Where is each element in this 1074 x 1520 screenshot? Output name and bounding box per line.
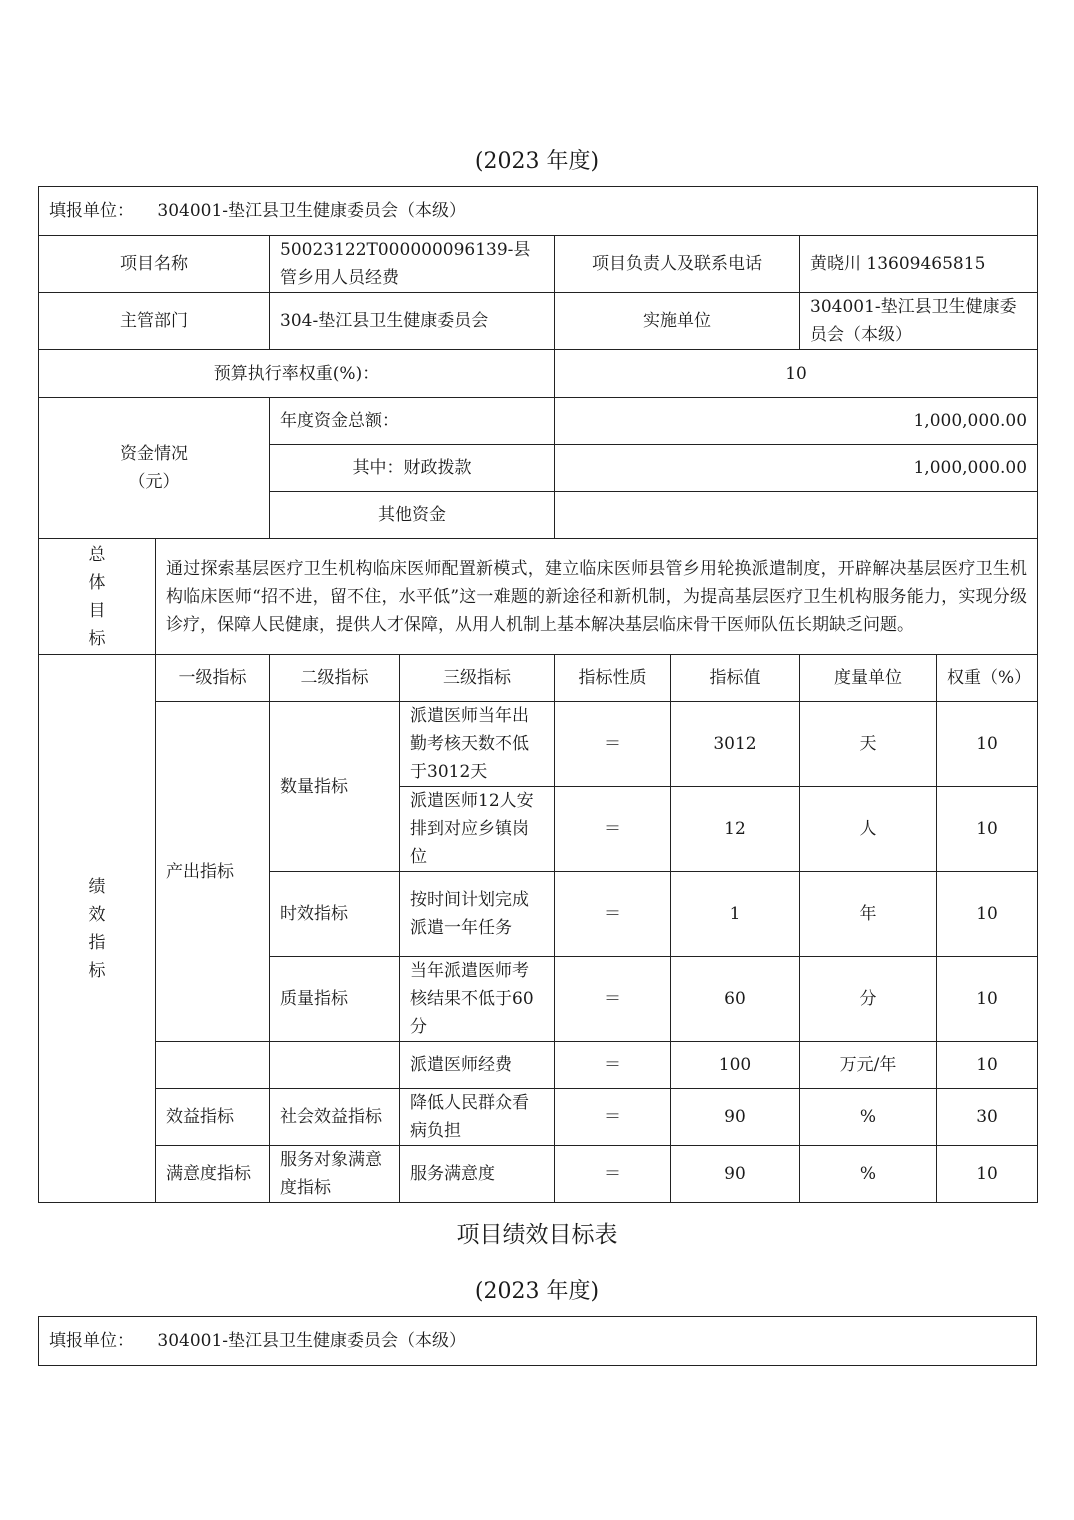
project-owner-value: 黄晓川 13609465815 <box>800 236 1038 293</box>
level1-benefit: 效益指标 <box>156 1089 270 1146</box>
goal-label-text: 总体目标 <box>88 544 106 649</box>
budget-weight-label: 预算执行率权重(%)： <box>39 350 555 398</box>
impl-label: 实施单位 <box>555 293 800 350</box>
indicator-value: 12 <box>671 787 800 872</box>
indicator-name: 派遣医师12人安排到对应乡镇岗位 <box>400 787 555 872</box>
indicator-weight: 10 <box>937 1146 1038 1203</box>
next-report-unit-cell <box>39 1317 1037 1366</box>
dept-row <box>39 293 1038 350</box>
indicator-name: 派遣医师当年出勤考核天数不低于3012天 <box>400 702 555 787</box>
indicator-weight: 10 <box>937 1042 1038 1089</box>
project-name-row <box>39 236 1038 293</box>
indicator-unit: % <box>800 1089 937 1146</box>
report-unit-value: 304001-垫江县卫生健康委员会（本级） <box>157 201 467 221</box>
indicator-name: 按时间计划完成派遣一年任务 <box>400 872 555 957</box>
indicator-nature: ＝ <box>555 702 671 787</box>
indicator-value: 90 <box>671 1146 800 1203</box>
indicator-name: 派遣医师经费 <box>400 1042 555 1089</box>
indicator-unit: 年 <box>800 872 937 957</box>
level2-social: 社会效益指标 <box>270 1089 400 1146</box>
report-unit-label: 填报单位： <box>49 201 134 221</box>
header-level2: 二级指标 <box>270 655 400 702</box>
level2-timeliness: 时效指标 <box>270 872 400 957</box>
funds-label <box>39 398 270 539</box>
indicator-name: 服务满意度 <box>400 1146 555 1203</box>
indicator-value: 1 <box>671 872 800 957</box>
level1-satisfaction: 满意度指标 <box>156 1146 270 1203</box>
header-unit: 度量单位 <box>800 655 937 702</box>
dept-label: 主管部门 <box>39 293 270 350</box>
indicator-value: 90 <box>671 1089 800 1146</box>
budget-weight-value: 10 <box>555 350 1038 398</box>
level2-quantity: 数量指标 <box>270 702 400 872</box>
indicator-value: 60 <box>671 957 800 1042</box>
indicator-nature: ＝ <box>555 957 671 1042</box>
indicator-unit: % <box>800 1146 937 1203</box>
next-report-unit-label: 填报单位： <box>49 1331 134 1351</box>
goal-row <box>39 539 1038 655</box>
indicator-unit: 天 <box>800 702 937 787</box>
indicator-nature: ＝ <box>555 1089 671 1146</box>
next-report-unit-row <box>39 1317 1037 1366</box>
header-level3: 三级指标 <box>400 655 555 702</box>
indicator-name: 当年派遣医师考核结果不低于60分 <box>400 957 555 1042</box>
goal-label <box>39 539 156 655</box>
funds-fiscal-value: 1,000,000.00 <box>555 445 1038 492</box>
header-level1: 一级指标 <box>156 655 270 702</box>
indicator-value: 100 <box>671 1042 800 1089</box>
funds-fiscal-label: 其中：财政拨款 <box>270 445 555 492</box>
project-owner-label: 项目负责人及联系电话 <box>555 236 800 293</box>
indicator-value: 3012 <box>671 702 800 787</box>
indicator-section-label <box>39 655 156 1203</box>
impl-value: 304001-垫江县卫生健康委员会（本级） <box>800 293 1038 350</box>
next-page-table <box>38 1316 1037 1366</box>
level2-service: 服务对象满意度指标 <box>270 1146 400 1203</box>
year-label: (2023 年度) <box>474 149 600 174</box>
funds-total-value: 1,000,000.00 <box>555 398 1038 445</box>
header-value: 指标值 <box>671 655 800 702</box>
empty-cell <box>270 1042 400 1089</box>
empty-cell <box>156 1042 270 1089</box>
table-row <box>39 702 1038 787</box>
funds-other-label: 其他资金 <box>270 492 555 539</box>
header-nature: 指标性质 <box>555 655 671 702</box>
indicator-nature: ＝ <box>555 872 671 957</box>
indicator-nature: ＝ <box>555 1042 671 1089</box>
indicator-unit: 分 <box>800 957 937 1042</box>
budget-weight-row <box>39 350 1038 398</box>
report-unit-row <box>39 187 1038 236</box>
indicator-weight: 30 <box>937 1089 1038 1146</box>
performance-table <box>38 186 1038 1203</box>
level2-quality: 质量指标 <box>270 957 400 1042</box>
funds-label-text: 资金情况（元） <box>120 444 188 492</box>
indicator-weight: 10 <box>937 957 1038 1042</box>
indicator-weight: 10 <box>937 702 1038 787</box>
next-page-title: 项目绩效目标表 <box>456 1222 618 1248</box>
funds-total-label: 年度资金总额： <box>270 398 555 445</box>
project-name-label: 项目名称 <box>39 236 270 293</box>
indicator-header-row <box>39 655 1038 702</box>
indicator-unit: 人 <box>800 787 937 872</box>
goal-text: 通过探索基层医疗卫生机构临床医师配置新模式，建立临床医师县管乡用轮换派遣制度，开辟解决基层医疗卫生机构临床医师“招不进，留不住，水平低”这一难题的新途径和新机制，为提高基层医疗卫生机构服务能力，实现分级诊疗，保障人民健康，提供人才保障，从用人机制上基本解决基层临床骨干医师队伍长期缺乏问题。 <box>156 539 1038 655</box>
indicator-unit: 万元/年 <box>800 1042 937 1089</box>
indicator-weight: 10 <box>937 872 1038 957</box>
indicator-section-text: 绩效指标 <box>88 876 106 981</box>
funds-other-value <box>555 492 1038 539</box>
indicator-nature: ＝ <box>555 1146 671 1203</box>
table-row <box>39 1089 1038 1146</box>
project-name-value: 50023122T000000096139-县管乡用人员经费 <box>270 236 555 293</box>
indicator-nature: ＝ <box>555 787 671 872</box>
level1-output: 产出指标 <box>156 702 270 1042</box>
header-weight: 权重（%） <box>937 655 1038 702</box>
next-page-year-label: (2023 年度) <box>474 1279 600 1304</box>
table-row <box>39 1146 1038 1203</box>
indicator-weight: 10 <box>937 787 1038 872</box>
table-row <box>39 1042 1038 1089</box>
report-unit-cell <box>39 187 1038 236</box>
funds-total-row <box>39 398 1038 445</box>
indicator-name: 降低人民群众看病负担 <box>400 1089 555 1146</box>
next-report-unit-value: 304001-垫江县卫生健康委员会（本级） <box>157 1331 467 1351</box>
dept-value: 304-垫江县卫生健康委员会 <box>270 293 555 350</box>
